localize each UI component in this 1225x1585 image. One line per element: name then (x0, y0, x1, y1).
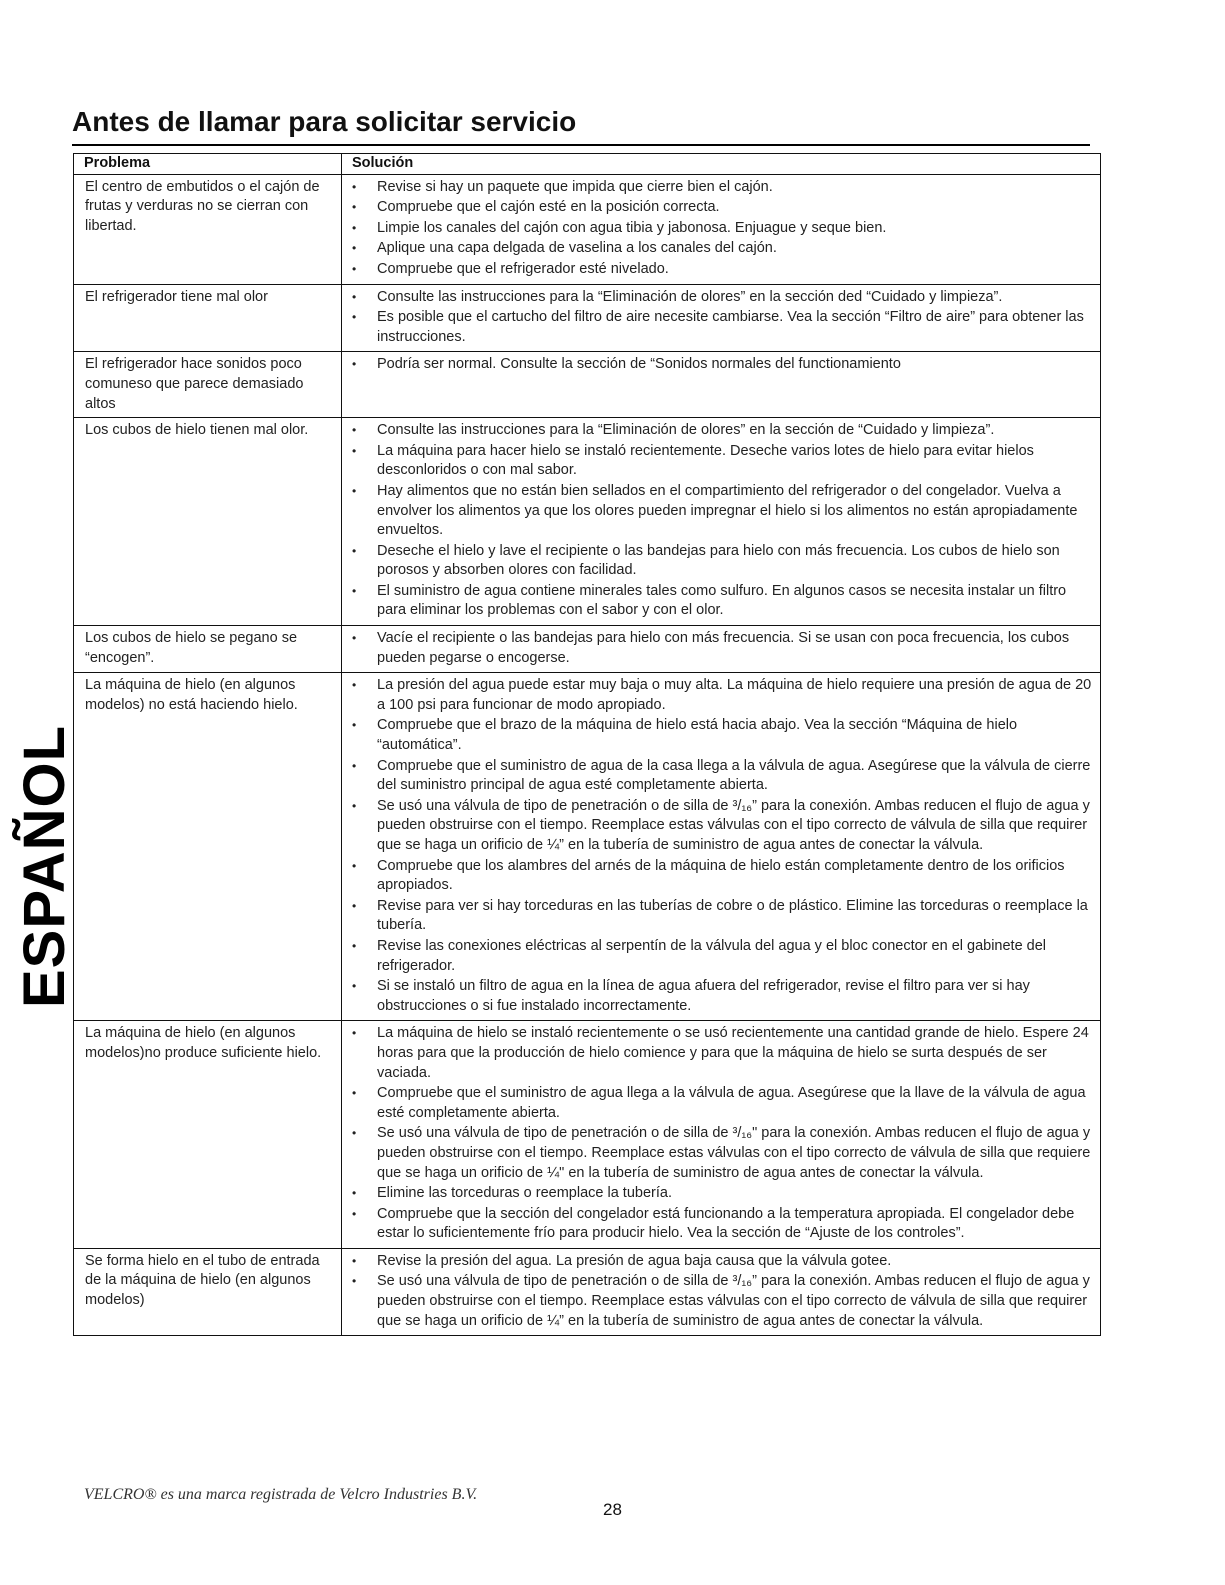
solution-item: • Revise la presión del agua. La presión de agua baja causa que la válvula gotee. (342, 1252, 1096, 1272)
solution-item: • Es posible que el cartucho del filtro de aire necesite cambiarse. Vea la sección “Filtro de aire” para obtener las instrucciones. (342, 308, 1096, 347)
problem-cell: El refrigerador tiene mal olor (74, 284, 342, 352)
solution-cell (342, 352, 1101, 418)
solution-item: • La máquina para hacer hielo se instaló recientemente. Deseche varios lotes de hielo para evitar hielos desconloridos o con mal sabor. (342, 442, 1096, 481)
solution-cell (342, 673, 1101, 1021)
solution-item: • La máquina de hielo se instaló recientemente o se usó recientemente una cantidad grande de hielo. Espere 24 horas para que la producción de hielo comience y para que la máquina de hielo se surta después de ser vaciada. (342, 1024, 1096, 1083)
trademark-note: VELCRO® es una marca registrada de Velcro Industries B.V. (84, 1486, 478, 1503)
solution-item: • Consulte las instrucciones para la “Eliminación de olores” en la sección de “Cuidado y limpieza”. (342, 421, 1096, 441)
problem-cell: La máquina de hielo (en algunos modelos)no produce suficiente hielo. (74, 1021, 342, 1249)
solution-item: • Aplique una capa delgada de vaselina a los canales del cajón. (342, 239, 1096, 259)
solution-cell (342, 174, 1101, 284)
solution-item: • Revise para ver si hay torceduras en las tuberías de cobre o de plástico. Elimine las torceduras o reemplace la tubería. (342, 897, 1096, 936)
problem-cell: Los cubos de hielo tienen mal olor. (74, 418, 342, 626)
page-number: 28 (603, 1500, 622, 1519)
solution-list (342, 288, 1096, 348)
solution-cell (342, 626, 1101, 673)
table-header-row (74, 154, 1101, 175)
page-title: Antes de llamar para solicitar servicio (72, 106, 577, 137)
solution-list (342, 421, 1096, 621)
problem-cell: El centro de embutidos o el cajón de frutas y verduras no se cierran con libertad. (74, 174, 342, 284)
title-divider (72, 144, 1090, 146)
solution-item: • Deseche el hielo y lave el recipiente o las bandejas para hielo con más frecuencia. Los cubos de hielo son porosos y absorben olores con facilidad. (342, 542, 1096, 581)
problem-cell: Los cubos de hielo se pegano se “encogen”. (74, 626, 342, 673)
solution-item: • Si se instaló un filtro de agua en la línea de agua afuera del refrigerador, revise el filtro para ver si hay obstrucciones o si fue instalado incorrectamente. (342, 977, 1096, 1016)
solution-item: • Compruebe que los alambres del arnés de la máquina de hielo están completamente dentro de los orificios apropiados. (342, 857, 1096, 896)
solution-item: • Compruebe que el cajón esté en la posición correcta. (342, 198, 1096, 218)
solution-item: • La presión del agua puede estar muy baja o muy alta. La máquina de hielo requiere una presión de agua de 20 a 100 psi para funcionar de modo apropiado. (342, 676, 1096, 715)
solution-item: • Consulte las instrucciones para la “Eliminación de olores” en la sección ded “Cuidado y limpieza”. (342, 288, 1096, 308)
solution-cell (342, 1248, 1101, 1335)
table-row (74, 418, 1101, 626)
solution-list (342, 629, 1096, 668)
language-side-tab: ESPAÑOL (12, 724, 77, 1008)
table-row (74, 174, 1101, 284)
table-row (74, 284, 1101, 352)
solution-item: • El suministro de agua contiene minerales tales como sulfuro. En algunos casos se necesita instalar un filtro para eliminar los problemas con el sabor y con el olor. (342, 582, 1096, 621)
solution-list (342, 178, 1096, 280)
solution-item: • Compruebe que el suministro de agua llega a la válvula de agua. Asegúrese que la llave de la válvula de agua esté completamente abierta. (342, 1084, 1096, 1123)
solution-item: • Hay alimentos que no están bien sellados en el compartimiento del refrigerador o del congelador. Vuelva a envolver los alimentos ya que los olores pueden impregnar el hielo si los alimentos no están apropiadamente envueltos. (342, 482, 1096, 541)
problem-cell: La máquina de hielo (en algunos modelos) no está haciendo hielo. (74, 673, 342, 1021)
solution-item: • Limpie los canales del cajón con agua tibia y jabonosa. Enjuague y seque bien. (342, 219, 1096, 239)
solution-item: • Revise las conexiones eléctricas al serpentín de la válvula del agua y el bloc conector en el gabinete del refrigerador. (342, 937, 1096, 976)
solution-list (342, 1252, 1096, 1331)
table-row (74, 673, 1101, 1021)
table-row (74, 352, 1101, 418)
table-row (74, 1248, 1101, 1335)
solution-item: • Podría ser normal. Consulte la sección de “Sonidos normales del functionamiento (342, 355, 1096, 375)
solution-item: • Compruebe que el suministro de agua de la casa llega a la válvula de agua. Asegúrese que la válvula de cierre del suministro principal de agua esté completamente abierta. (342, 757, 1096, 796)
solution-list (342, 676, 1096, 1016)
solution-item: • Se usó una válvula de tipo de penetración o de silla de ³/₁₆” para la conexión. Ambas reducen el flujo de agua y pueden obstruirse con el tiempo. Reemplace estas válvulas con el tipo correcto de válvula de silla que requirer que se haga un orificio de ¼” en la tubería de suministro de agua antes de conectar la válvula. (342, 1272, 1096, 1331)
solution-item: • Elimine las torceduras o reemplace la tubería. (342, 1184, 1096, 1204)
solution-item: • Se usó una válvula de tipo de penetración o de silla de ³/₁₆" para la conexión. Ambas reducen el flujo de agua y pueden obstruirse con el tiempo. Reemplace estas válvulas con el tipo correcto de válvula de silla que requiere que se haga un orificio de ¼" en la tubería de suministro de agua antes de conectar la válvula. (342, 1124, 1096, 1183)
solution-list (342, 1024, 1096, 1244)
table-row (74, 626, 1101, 673)
solution-item: • Vacíe el recipiente o las bandejas para hielo con más frecuencia. Si se usan con poca frecuencia, los cubos pueden pegarse o encogerse. (342, 629, 1096, 668)
solution-list (342, 355, 1096, 375)
troubleshooting-table (73, 153, 1101, 1336)
solution-item: • Compruebe que el refrigerador esté nivelado. (342, 260, 1096, 280)
header-solution: Solución (342, 154, 1101, 175)
problem-cell: El refrigerador hace sonidos poco comuneso que parece demasiado altos (74, 352, 342, 418)
solution-item: • Compruebe que la sección del congelador está funcionando a la temperatura apropiada. El congelador debe estar lo suficientemente frío para producir hielo. Vea la sección de “Ajuste de los controles”. (342, 1205, 1096, 1244)
solution-item: • Revise si hay un paquete que impida que cierre bien el cajón. (342, 178, 1096, 198)
problem-cell: Se forma hielo en el tubo de entrada de la máquina de hielo (en algunos modelos) (74, 1248, 342, 1335)
table-row (74, 1021, 1101, 1249)
solution-item: • Se usó una válvula de tipo de penetración o de silla de ³/₁₆” para la conexión. Ambas reducen el flujo de agua y pueden obstruirse con el tiempo. Reemplace estas válvulas con el tipo correcto de válvula de silla que requirer que se haga un orificio de ¼” en la tubería de suministro de agua antes de conectar la válvula. (342, 797, 1096, 856)
solution-cell (342, 1021, 1101, 1249)
header-problem: Problema (74, 154, 342, 175)
solution-item: • Compruebe que el brazo de la máquina de hielo está hacia abajo. Vea la sección “Máquina de hielo “automática”. (342, 716, 1096, 755)
solution-cell (342, 284, 1101, 352)
solution-cell (342, 418, 1101, 626)
